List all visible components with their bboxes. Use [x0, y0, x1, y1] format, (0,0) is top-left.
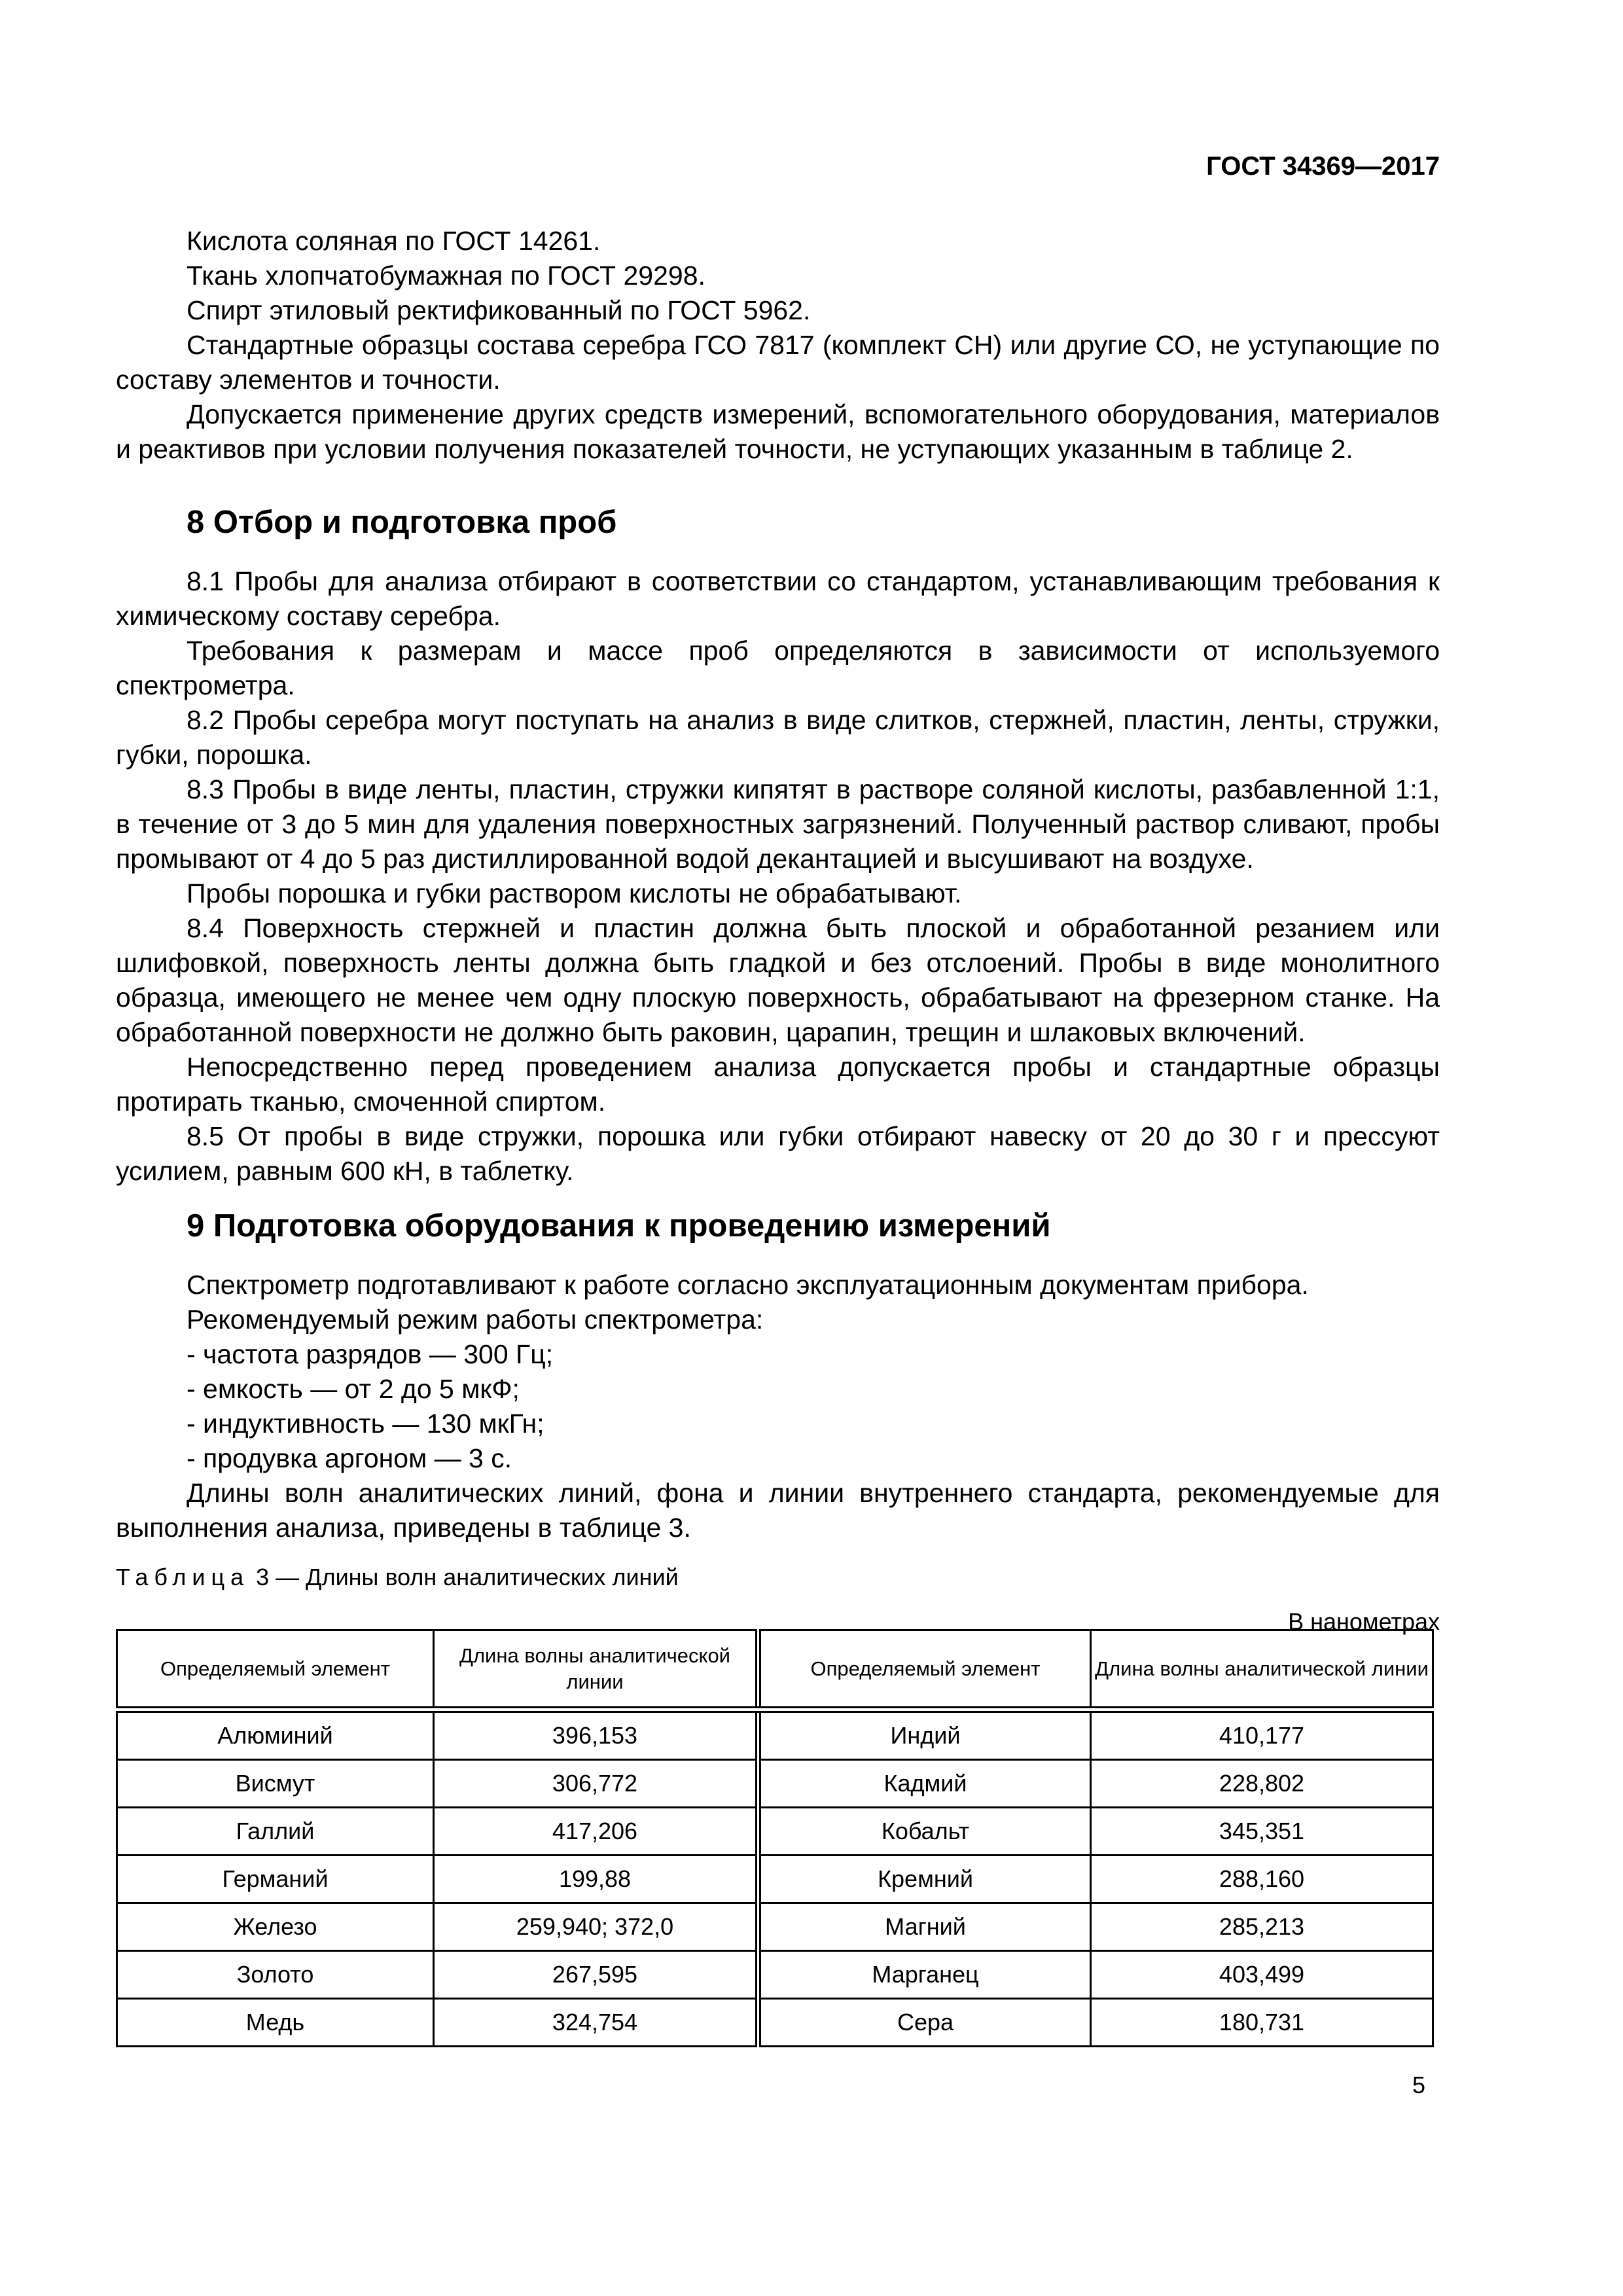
paragraph: Спирт этиловый ректификованный по ГОСТ 5962. [187, 295, 811, 325]
table-cell: Кадмий [758, 1760, 1091, 1808]
table-cell: Медь [117, 1999, 434, 2047]
table-cell: 306,772 [434, 1760, 758, 1808]
table-units: В нанометрах [1288, 1608, 1440, 1635]
wavelength-table [116, 1629, 1434, 2047]
paragraph: Рекомендуемый режим работы спектрометра: [187, 1304, 764, 1335]
table-row [117, 1903, 1433, 1951]
table-cell: 228,802 [1091, 1760, 1433, 1808]
table-cell: 410,177 [1091, 1710, 1433, 1760]
table-cell: 288,160 [1091, 1856, 1433, 1903]
table-cell: 417,206 [434, 1808, 758, 1856]
column-header: Определяемый элемент [117, 1630, 434, 1710]
table-header-row [117, 1630, 1433, 1710]
paragraph: Длины волн аналитических линий, фона и линии внутреннего стандарта, рекомендуемые для выполнения анализа, приведены в таблице 3. [116, 1478, 1440, 1543]
table-cell: 259,940; 372,0 [434, 1903, 758, 1951]
table-caption-label: Таблица [116, 1564, 250, 1590]
table-cell: 267,595 [434, 1951, 758, 1999]
table-cell: Кремний [758, 1856, 1091, 1903]
table-cell: 396,153 [434, 1710, 758, 1760]
table-cell: Железо [117, 1903, 434, 1951]
paragraph: Спектрометр подготавливают к работе согласно эксплуатационным документам прибора. [187, 1270, 1309, 1300]
section-9-body [116, 1268, 1440, 1545]
page-number: 5 [1412, 2072, 1425, 2098]
paragraph: Ткань хлопчатобумажная по ГОСТ 29298. [187, 260, 705, 291]
table-row [117, 1710, 1433, 1760]
paragraph: 8.3 Пробы в виде ленты, пластин, стружки кипятят в растворе соляной кислоты, разбавленной 1:1, в течение от 3 до 5 мин для удаления поверхностных загрязнений. Полученный раствор сливают, пробы промывают от 4 до 5 раз дистиллированной водой декантацией и высушивают на воздухе. [116, 774, 1440, 874]
table-row [117, 1999, 1433, 2047]
paragraph: Допускается применение других средств измерений, вспомогательного оборудования, материалов и реактивов при условии получения показателей точности, не уступающих указанным в таблице 2. [116, 399, 1440, 464]
section-8-heading: 8 Отбор и подготовка проб [187, 505, 617, 540]
table-cell: 180,731 [1091, 1999, 1433, 2047]
section-8-body [116, 564, 1440, 1189]
table-cell: 403,499 [1091, 1951, 1433, 1999]
list-item: - емкость — от 2 до 5 мкФ; [187, 1374, 520, 1404]
table-cell: 199,88 [434, 1856, 758, 1903]
table-row [117, 1760, 1433, 1808]
paragraph: Непосредственно перед проведением анализа допускается пробы и стандартные образцы протирать тканью, смоченной спиртом. [116, 1052, 1440, 1117]
table-cell: 324,754 [434, 1999, 758, 2047]
paragraph: Стандартные образцы состава серебра ГСО 7817 (комплект СН) или другие СО, не уступающие по составу элементов и точности. [116, 330, 1440, 395]
paragraph: Требования к размерам и массе проб определяются в зависимости от используемого спектрометра. [116, 636, 1440, 700]
table-cell: Германий [117, 1856, 434, 1903]
table-cell: Кобальт [758, 1808, 1091, 1856]
list-item: - продувка аргоном — 3 с. [187, 1443, 512, 1473]
table-cell: Алюминий [117, 1710, 434, 1760]
table-caption [116, 1563, 679, 1592]
table-cell: Золото [117, 1951, 434, 1999]
document-standard-id: ГОСТ 34369—2017 [1206, 152, 1440, 181]
paragraph: Пробы порошка и губки раствором кислоты не обрабатывают. [187, 878, 962, 908]
paragraph: 8.1 Пробы для анализа отбирают в соответствии со стандартом, устанавливающим требования к химическому составу серебра. [116, 566, 1440, 631]
column-header: Длина волны аналитической линии [1091, 1630, 1433, 1710]
column-header: Длина волны аналитической линии [434, 1630, 758, 1710]
paragraph: 8.4 Поверхность стержней и пластин должна быть плоской и обработанной резанием или шлифовкой, поверхность ленты должна быть гладкой и без отслоений. Пробы в виде монолитного образца, имеющего не менее чем одну плоскую поверхность, обрабатывают на фрезерном станке. На обработанной поверхности не должно быть раковин, царапин, трещин и шлаковых включений. [116, 913, 1440, 1047]
paragraph: Кислота соляная по ГОСТ 14261. [187, 226, 601, 256]
list-item: - частота разрядов — 300 Гц; [187, 1339, 554, 1369]
list-item: - индуктивность — 130 мкГн; [187, 1408, 544, 1439]
paragraph: 8.5 От пробы в виде стружки, порошка или губки отбирают навеску от 20 до 30 г и прессуют усилием, равным 600 кН, в таблетку. [116, 1121, 1440, 1186]
paragraph: 8.2 Пробы серебра могут поступать на анализ в виде слитков, стержней, пластин, ленты, стружки, губки, порошка. [116, 705, 1440, 770]
table-cell: Марганец [758, 1951, 1091, 1999]
table-row [117, 1808, 1433, 1856]
table-row [117, 1856, 1433, 1903]
table-row [117, 1951, 1433, 1999]
table-cell: Индий [758, 1710, 1091, 1760]
table-cell: 345,351 [1091, 1808, 1433, 1856]
table-cell: 285,213 [1091, 1903, 1433, 1951]
table-caption-title: 3 — Длины волн аналитических линий [249, 1564, 679, 1590]
section-9-heading: 9 Подготовка оборудования к проведению измерений [187, 1208, 1051, 1244]
intro-text [116, 224, 1440, 467]
table-cell: Галлий [117, 1808, 434, 1856]
table-cell: Висмут [117, 1760, 434, 1808]
table-cell: Сера [758, 1999, 1091, 2047]
table-cell: Магний [758, 1903, 1091, 1951]
column-header: Определяемый элемент [758, 1630, 1091, 1710]
